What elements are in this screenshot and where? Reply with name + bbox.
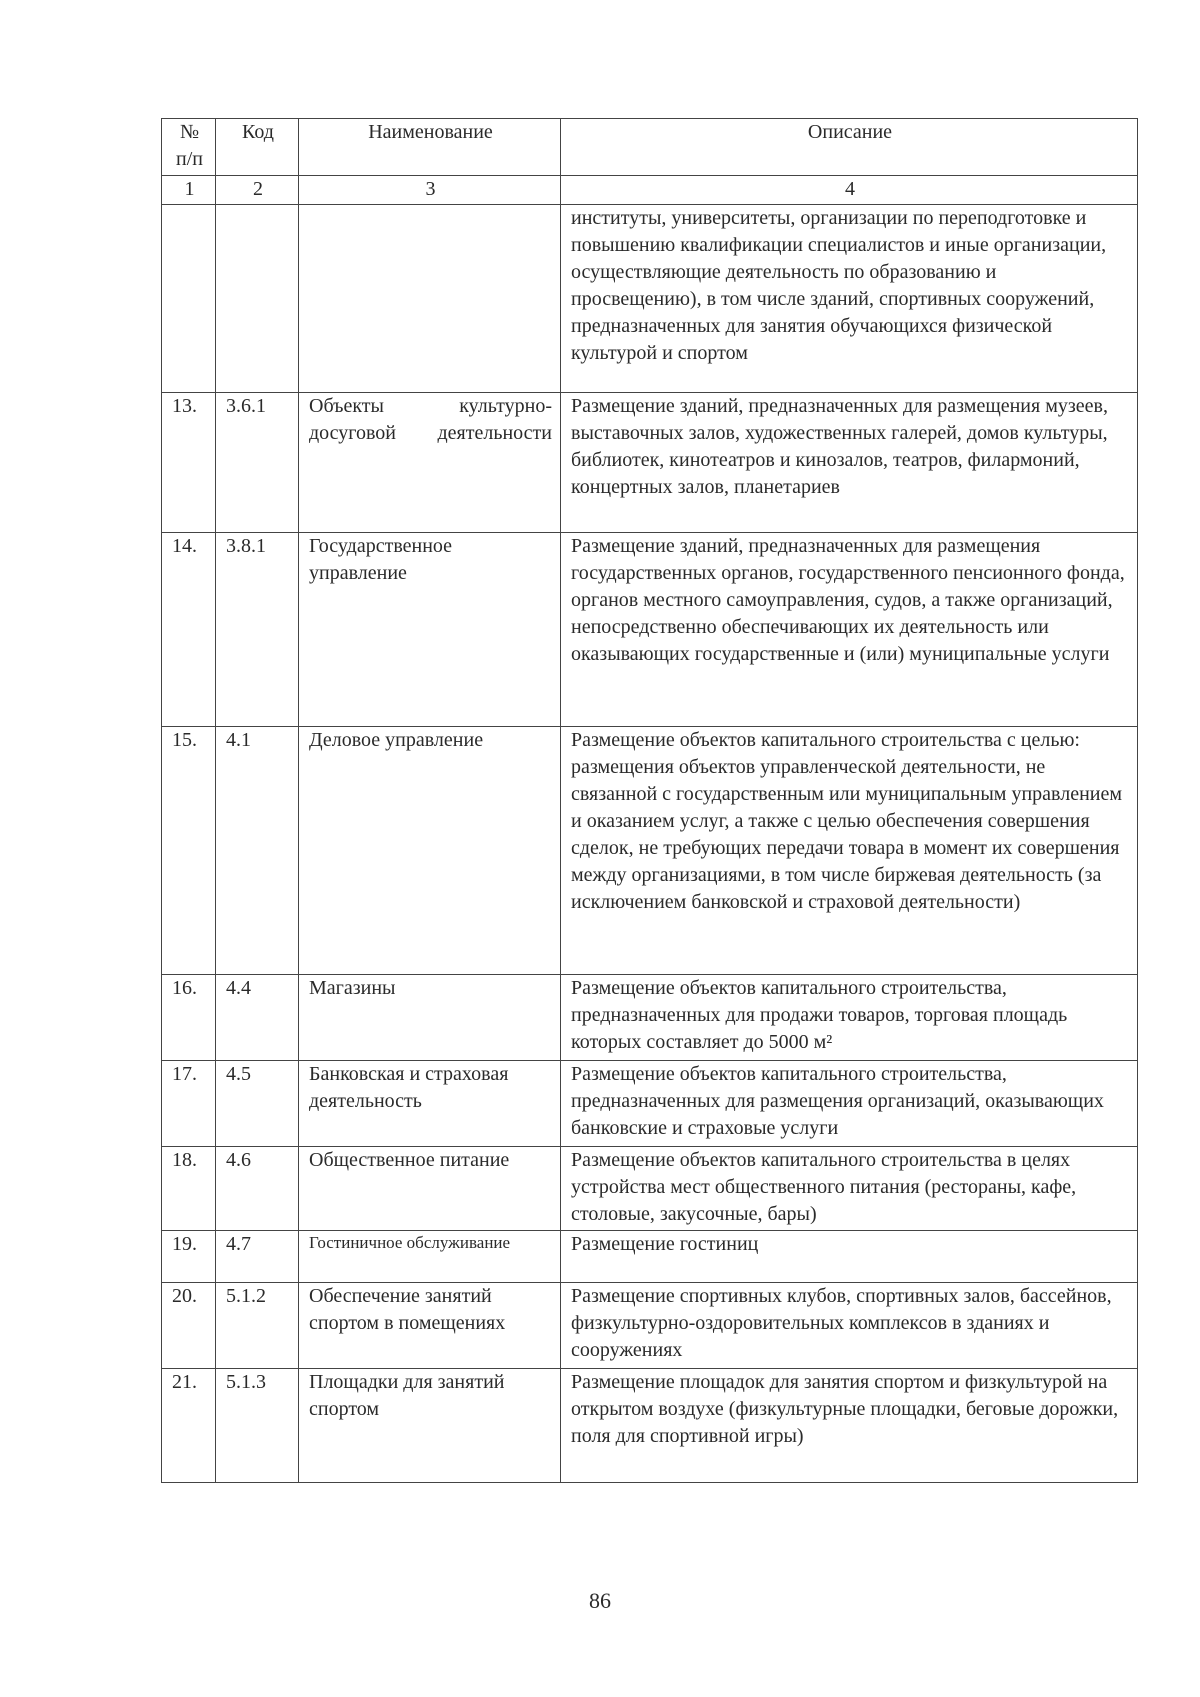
row-code: 5.1.2	[216, 1283, 299, 1369]
row-name	[299, 205, 561, 393]
row-number: 19.	[162, 1231, 216, 1283]
row-name: Деловое управление	[299, 727, 561, 975]
row-code: 4.7	[216, 1231, 299, 1283]
row-name: Государственное управление	[299, 533, 561, 727]
table-row	[162, 1283, 1138, 1369]
row-description: Размещение зданий, предназначенных для размещения музеев, выставочных залов, художественных галерей, домов культуры, библиотек, кинотеатров и кинозалов, театров, филармоний, концертных залов, планетариев	[561, 393, 1138, 533]
row-number: 13.	[162, 393, 216, 533]
row-code: 4.5	[216, 1061, 299, 1147]
row-code: 4.4	[216, 975, 299, 1061]
column-number: 1	[162, 176, 216, 205]
column-number: 2	[216, 176, 299, 205]
table-row	[162, 393, 1138, 533]
table-row	[162, 727, 1138, 975]
table-row	[162, 1147, 1138, 1231]
table-row	[162, 1369, 1138, 1483]
row-code: 4.1	[216, 727, 299, 975]
row-name: Магазины	[299, 975, 561, 1061]
row-name: Обеспечение занятий спортом в помещениях	[299, 1283, 561, 1369]
column-number: 4	[561, 176, 1138, 205]
row-description: Размещение объектов капитального строительства с целью: размещения объектов управленческой деятельности, не связанной с государственным или муниципальным управлением и оказанием услуг, а также с целью обеспечения совершения сделок, не требующих передачи товара в момент их совершения между организациями, в том числе биржевая деятельность (за исключением банковской и страховой деятельности)	[561, 727, 1138, 975]
row-number: 16.	[162, 975, 216, 1061]
header-cell-number: № п/п	[162, 119, 216, 176]
row-name: Общественное питание	[299, 1147, 561, 1231]
row-number: 18.	[162, 1147, 216, 1231]
table-row	[162, 975, 1138, 1061]
row-name: Гостиничное обслуживание	[299, 1231, 561, 1283]
table-row	[162, 1061, 1138, 1147]
header-cell-description: Описание	[561, 119, 1138, 176]
table-row	[162, 533, 1138, 727]
row-number	[162, 205, 216, 393]
row-number: 14.	[162, 533, 216, 727]
row-description: Размещение гостиниц	[561, 1231, 1138, 1283]
row-name: Банковская и страховая деятельность	[299, 1061, 561, 1147]
row-description: Размещение площадок для занятия спортом и физкультурой на открытом воздухе (физкультурные площадки, беговые дорожки, поля для спортивной игры)	[561, 1369, 1138, 1483]
table-row	[162, 205, 1138, 393]
row-description: Размещение спортивных клубов, спортивных залов, бассейнов, физкультурно-оздоровительных комплексов в зданиях и сооружениях	[561, 1283, 1138, 1369]
header-cell-name: Наименование	[299, 119, 561, 176]
row-code: 3.6.1	[216, 393, 299, 533]
row-code: 3.8.1	[216, 533, 299, 727]
row-number: 17.	[162, 1061, 216, 1147]
row-description: институты, университеты, организации по переподготовке и повышению квалификации специалистов и иные организации, осуществляющие деятельность по образованию и просвещению), в том числе зданий, спортивных сооружений, предназначенных для занятия обучающихся физической культурой и спортом	[561, 205, 1138, 393]
row-name: Объекты культурно-досуговой деятельности	[299, 393, 561, 533]
header-cell-code: Код	[216, 119, 299, 176]
column-number: 3	[299, 176, 561, 205]
row-name: Площадки для занятий спортом	[299, 1369, 561, 1483]
page-number: 86	[589, 1588, 611, 1613]
row-description: Размещение объектов капитального строительства, предназначенных для размещения организаций, оказывающих банковские и страховые услуги	[561, 1061, 1138, 1147]
header-row	[162, 119, 1138, 176]
row-description: Размещение объектов капитального строительства в целях устройства мест общественного питания (рестораны, кафе, столовые, закусочные, бары)	[561, 1147, 1138, 1231]
row-code: 5.1.3	[216, 1369, 299, 1483]
row-number: 20.	[162, 1283, 216, 1369]
row-number: 15.	[162, 727, 216, 975]
row-description: Размещение объектов капитального строительства, предназначенных для продажи товаров, торговая площадь которых составляет до 5000 м²	[561, 975, 1138, 1061]
land-use-table	[161, 118, 1138, 1483]
table-row	[162, 1231, 1138, 1283]
row-number: 21.	[162, 1369, 216, 1483]
row-code: 4.6	[216, 1147, 299, 1231]
row-code	[216, 205, 299, 393]
row-description: Размещение зданий, предназначенных для размещения государственных органов, государственного пенсионного фонда, органов местного самоуправления, судов, а также организаций, непосредственно обеспечивающих их деятельность или оказывающих государственные и (или) муниципальные услуги	[561, 533, 1138, 727]
column-number-row	[162, 176, 1138, 205]
